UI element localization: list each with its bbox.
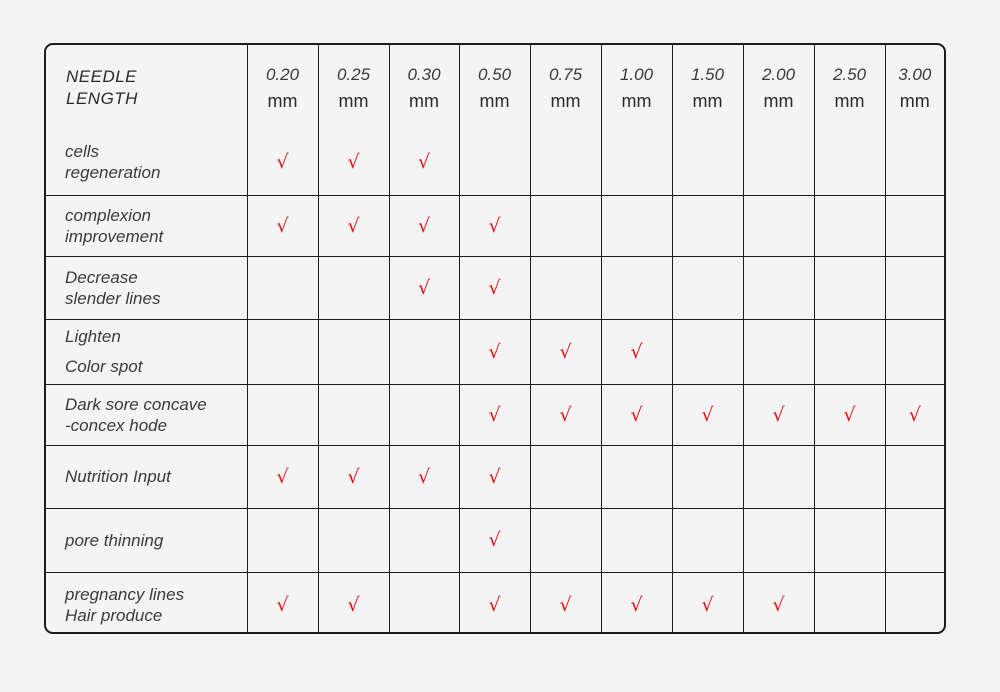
row-label-line2: improvement [65, 226, 164, 246]
table-row [46, 508, 944, 572]
check-mark-icon: √ [347, 465, 360, 488]
check-cell [885, 445, 944, 508]
check-cell [672, 130, 743, 195]
row-label [46, 384, 247, 445]
column-unit: mm [338, 90, 369, 111]
row-label-line1: cells [65, 142, 100, 162]
check-cell [601, 319, 672, 384]
check-cell [814, 508, 885, 572]
check-cell [814, 319, 885, 384]
table-row [46, 319, 944, 384]
check-mark-icon: √ [559, 403, 572, 426]
check-cell [743, 256, 814, 319]
check-cell [389, 130, 459, 195]
check-cell [814, 384, 885, 445]
check-cell [885, 256, 944, 319]
needle-length-table [46, 45, 944, 634]
check-cell [530, 384, 601, 445]
check-cell [672, 445, 743, 508]
row-label-line2: regeneration [65, 163, 161, 183]
row-label [46, 130, 247, 195]
column-header-0-20 [247, 45, 318, 130]
row-label-line1: Dark sore concave [65, 394, 207, 414]
check-cell [459, 195, 530, 256]
column-value: 0.20 [265, 64, 300, 84]
check-mark-icon: √ [488, 340, 501, 363]
check-cell [459, 384, 530, 445]
column-value: 0.75 [548, 64, 583, 84]
check-mark-icon: √ [417, 214, 431, 237]
column-unit: mm [692, 90, 723, 111]
row-label [46, 195, 247, 256]
row-label-line1: Nutrition Input [65, 467, 171, 486]
check-cell [530, 195, 601, 256]
column-unit: mm [834, 90, 865, 111]
check-mark-icon: √ [276, 465, 289, 488]
column-value: 3.00 [898, 64, 932, 84]
column-header-0-25 [318, 45, 389, 130]
check-cell [601, 572, 672, 634]
check-cell [318, 319, 389, 384]
check-cell [885, 572, 944, 634]
check-cell [743, 130, 814, 195]
row-label-line2: -concex hode [65, 415, 168, 435]
row-label-line1: Lighten [65, 326, 121, 346]
row-label-line1: pregnancy lines [65, 584, 185, 604]
check-mark-icon: √ [417, 276, 431, 299]
needle-length-table-frame [44, 43, 946, 634]
column-header-2-00 [743, 45, 814, 130]
row-label-line1: Decrease [65, 267, 138, 287]
check-mark-icon: √ [559, 593, 572, 616]
check-cell [601, 195, 672, 256]
check-cell [389, 508, 459, 572]
check-cell [885, 384, 944, 445]
check-cell [672, 195, 743, 256]
check-cell [672, 508, 743, 572]
column-unit: mm [479, 90, 510, 111]
check-cell [247, 508, 318, 572]
check-mark-icon: √ [843, 403, 856, 426]
check-mark-icon: √ [488, 465, 501, 488]
column-value: 0.30 [407, 64, 441, 84]
check-cell [318, 508, 389, 572]
row-label [46, 508, 247, 572]
column-unit: mm [267, 90, 298, 111]
check-mark-icon: √ [630, 593, 643, 616]
row-label-line2: slender lines [65, 288, 161, 308]
corner-label-line2: LENGTH [66, 88, 138, 108]
check-cell [247, 195, 318, 256]
check-mark-icon: √ [701, 403, 714, 426]
column-header-0-75 [530, 45, 601, 130]
check-cell [459, 256, 530, 319]
check-mark-icon: √ [488, 214, 501, 237]
check-cell [743, 445, 814, 508]
table-row [46, 256, 944, 319]
row-label [46, 572, 247, 634]
corner-label [46, 45, 247, 130]
table-body [46, 130, 944, 634]
check-cell [743, 508, 814, 572]
check-cell [743, 195, 814, 256]
check-mark-icon: √ [488, 403, 501, 426]
column-header-0-50 [459, 45, 530, 130]
check-cell [389, 256, 459, 319]
check-cell [743, 384, 814, 445]
check-mark-icon: √ [630, 403, 643, 426]
corner-label-line1: NEEDLE [66, 66, 138, 86]
check-cell [247, 130, 318, 195]
check-mark-icon: √ [276, 151, 289, 174]
check-cell [601, 130, 672, 195]
column-value: 0.25 [336, 64, 371, 84]
check-cell [318, 130, 389, 195]
column-header-3-00 [885, 45, 944, 130]
column-value: 1.50 [690, 64, 725, 84]
check-cell [247, 319, 318, 384]
check-cell [459, 445, 530, 508]
check-cell [389, 195, 459, 256]
row-label [46, 319, 247, 384]
check-cell [530, 319, 601, 384]
check-mark-icon: √ [488, 593, 501, 616]
column-value: 0.50 [477, 64, 512, 84]
check-cell [743, 319, 814, 384]
column-header-1-50 [672, 45, 743, 130]
check-cell [601, 445, 672, 508]
check-cell [530, 130, 601, 195]
check-mark-icon: √ [347, 151, 360, 174]
check-mark-icon: √ [417, 151, 431, 174]
check-cell [318, 195, 389, 256]
row-label-line1: pore thinning [65, 530, 164, 550]
check-cell [318, 384, 389, 445]
check-cell [247, 572, 318, 634]
check-mark-icon: √ [347, 593, 360, 616]
check-cell [389, 319, 459, 384]
check-cell [814, 130, 885, 195]
row-label-line2: Hair produce [65, 605, 163, 625]
table-row [46, 130, 944, 195]
check-cell [247, 445, 318, 508]
check-cell [247, 384, 318, 445]
check-cell [459, 508, 530, 572]
check-cell [672, 319, 743, 384]
column-unit: mm [550, 90, 581, 111]
check-cell [318, 445, 389, 508]
check-cell [672, 256, 743, 319]
check-mark-icon: √ [347, 214, 360, 237]
column-unit: mm [621, 90, 652, 111]
check-mark-icon: √ [772, 403, 785, 426]
row-label [46, 445, 247, 508]
check-cell [672, 572, 743, 634]
column-header-0-30 [389, 45, 459, 130]
column-header-2-50 [814, 45, 885, 130]
column-unit: mm [763, 90, 794, 111]
column-unit: mm [899, 90, 930, 111]
check-mark-icon: √ [417, 465, 431, 488]
check-cell [530, 508, 601, 572]
column-unit: mm [409, 90, 439, 111]
check-cell [885, 195, 944, 256]
check-cell [885, 319, 944, 384]
check-cell [814, 195, 885, 256]
check-mark-icon: √ [276, 593, 289, 616]
check-cell [459, 572, 530, 634]
check-mark-icon: √ [488, 276, 501, 299]
header-row [46, 45, 944, 130]
check-cell [459, 130, 530, 195]
column-header-1-00 [601, 45, 672, 130]
table-row [46, 384, 944, 445]
check-cell [530, 572, 601, 634]
row-label-line2: Color spot [65, 356, 143, 376]
check-cell [601, 384, 672, 445]
check-cell [814, 572, 885, 634]
check-cell [601, 256, 672, 319]
check-cell [814, 256, 885, 319]
check-cell [601, 508, 672, 572]
row-label-line1: complexion [65, 205, 151, 225]
check-mark-icon: √ [630, 340, 643, 363]
check-cell [389, 445, 459, 508]
row-label [46, 256, 247, 319]
check-mark-icon: √ [488, 529, 501, 551]
check-cell [318, 256, 389, 319]
check-cell [389, 572, 459, 634]
check-mark-icon: √ [559, 340, 572, 363]
column-value: 2.50 [832, 64, 867, 84]
check-cell [814, 445, 885, 508]
check-cell [672, 384, 743, 445]
check-cell [318, 572, 389, 634]
check-cell [459, 319, 530, 384]
column-value: 2.00 [761, 64, 796, 84]
check-cell [885, 508, 944, 572]
check-mark-icon: √ [276, 214, 289, 237]
table-row [46, 445, 944, 508]
table-row [46, 195, 944, 256]
check-cell [530, 445, 601, 508]
table-row [46, 572, 944, 634]
check-cell [885, 130, 944, 195]
check-mark-icon: √ [701, 593, 714, 616]
column-value: 1.00 [619, 64, 654, 84]
check-cell [389, 384, 459, 445]
check-mark-icon: √ [908, 403, 921, 426]
check-cell [247, 256, 318, 319]
check-cell [743, 572, 814, 634]
check-mark-icon: √ [772, 593, 785, 616]
check-cell [530, 256, 601, 319]
